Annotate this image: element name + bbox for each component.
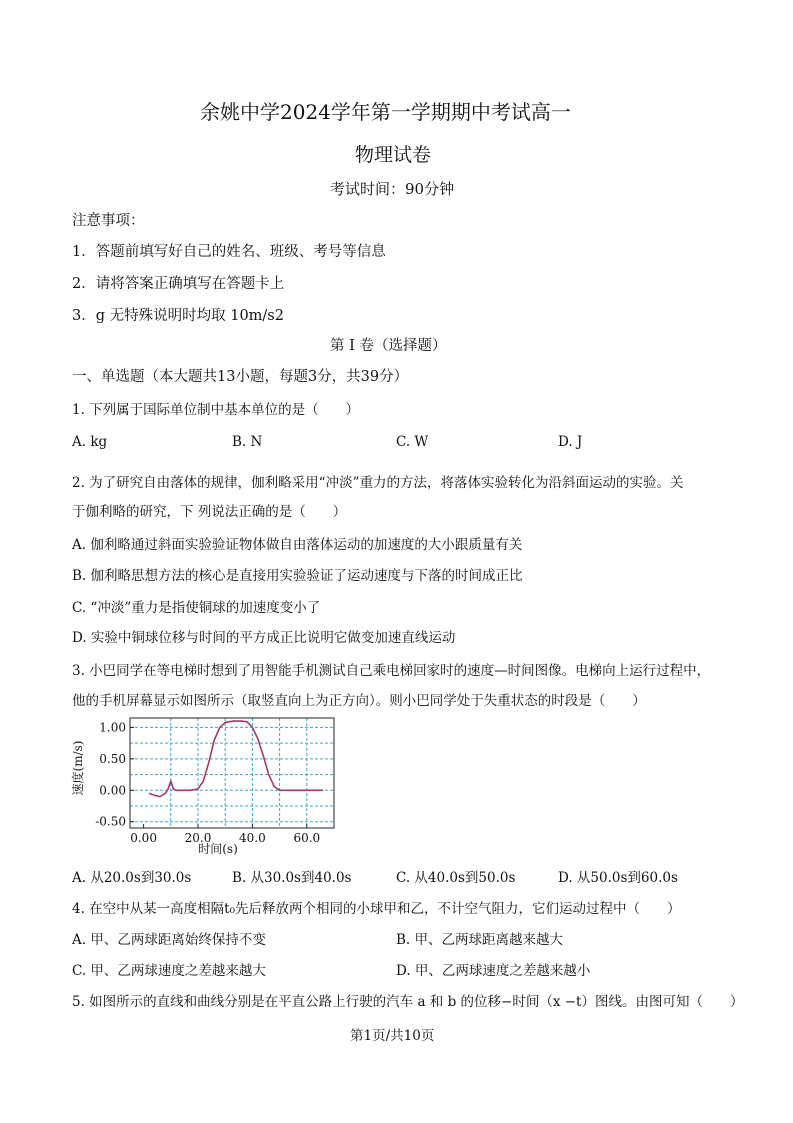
velocity-time-chart: [68, 712, 348, 858]
q4-option-d: D. 甲、乙两球速度之差越来越小: [396, 963, 591, 979]
note-item-2: 2．请将答案正确填写在答题卡上: [72, 276, 285, 292]
q2-stem-line1: 2. 为了研究自由落体的规律，伽利略采用“冲淡”重力的方法，将落体实验转化为沿斜面运动的实验。关: [72, 475, 684, 491]
q3-stem-line1: 3. 小巴同学在等电梯时想到了用智能手机测试自己乘电梯回家时的速度—时间图像。电梯向上运行过程中，: [72, 663, 711, 679]
note-item-3: 3．g 无特殊说明时均取 10m/s2: [72, 308, 284, 324]
y-tick-label: 0.50: [99, 751, 126, 766]
plot-frame: [130, 718, 334, 828]
q4-stem: 4. 在空中从某一高度相隔t₀先后释放两个相同的小球甲和乙，不计空气阻力，它们运动过程中（ ）: [72, 901, 681, 917]
part-heading: 一、单选题（本大题共13小题，每题3分，共39分）: [72, 369, 409, 385]
q2-option-c: C. “冲淡”重力是指使铜球的加速度变小了: [72, 600, 321, 616]
q3-option-d: D. 从50.0s到60.0s: [558, 870, 678, 886]
q4-option-b: B. 甲、乙两球距离越来越大: [396, 932, 564, 948]
q4-option-c: C. 甲、乙两球速度之差越来越大: [72, 963, 266, 979]
exam-title: 余姚中学2024学年第一学期期中考试高一: [200, 100, 571, 124]
q2-option-a: A. 伽利略通过斜面实验验证物体做自由落体运动的加速度的大小跟质量有关: [72, 537, 523, 553]
x-tick-label: 20.0: [184, 831, 212, 845]
exam-subtitle: 物理试卷: [355, 144, 432, 166]
q1-stem: 1. 下列属于国际单位制中基本单位的是（ ）: [72, 402, 360, 418]
q3-option-c: C. 从40.0s到50.0s: [396, 870, 516, 886]
q1-option-d: D. J: [558, 434, 583, 450]
q1-option-c: C. W: [396, 434, 429, 450]
q3-option-b: B. 从30.0s到40.0s: [232, 870, 352, 886]
notes-heading: 注意事项：: [72, 213, 145, 229]
x-tick-label: 0.00: [130, 831, 157, 845]
q2-option-b: B. 伽利略思想方法的核心是直接用实验验证了运动速度与下落的时间成正比: [72, 568, 523, 584]
q5-stem: 5. 如图所示的直线和曲线分别是在平直公路上行驶的汽车 a 和 b 的位移−时间（x −t）图线。由图可知（ ）: [72, 994, 744, 1010]
chart-tick-labels: [95, 720, 320, 845]
x-tick-label: 60.0: [293, 831, 321, 845]
y-tick-label: 1.00: [99, 720, 126, 735]
exam-time: 考试时间：90分钟: [330, 180, 455, 198]
chart-xlabel: 时间(s): [198, 842, 238, 856]
y-tick-label: -0.50: [95, 814, 126, 829]
volume-heading: 第 I 卷（选择题）: [330, 338, 447, 354]
chart-ylabel: 速度(m/s): [71, 740, 85, 796]
x-tick-label: 40.0: [239, 831, 266, 845]
note-item-1: 1．答题前填写好自己的姓名、班级、考号等信息: [72, 244, 386, 260]
q2-option-d: D. 实验中铜球位移与时间的平方成正比说明它做变加速直线运动: [72, 630, 456, 646]
q3-stem-line2: 他的手机屏幕显示如图所示（取竖直向上为正方向）。则小巴同学处于失重状态的时段是（ ）: [72, 693, 646, 709]
chart-axes: [130, 718, 334, 828]
q4-option-a: A. 甲、乙两球距离始终保持不变: [72, 932, 266, 948]
q2-stem-line2: 于伽利略的研究，下 列说法正确的是（ ）: [72, 504, 347, 520]
q1-option-b: B. N: [232, 434, 263, 450]
page-footer: 第1页/共10页: [350, 1028, 435, 1044]
q1-option-a: A. kg: [72, 434, 108, 450]
q3-option-a: A. 从20.0s到30.0s: [72, 870, 192, 886]
chart-grid: [130, 718, 334, 828]
y-tick-label: 0.00: [99, 783, 126, 798]
